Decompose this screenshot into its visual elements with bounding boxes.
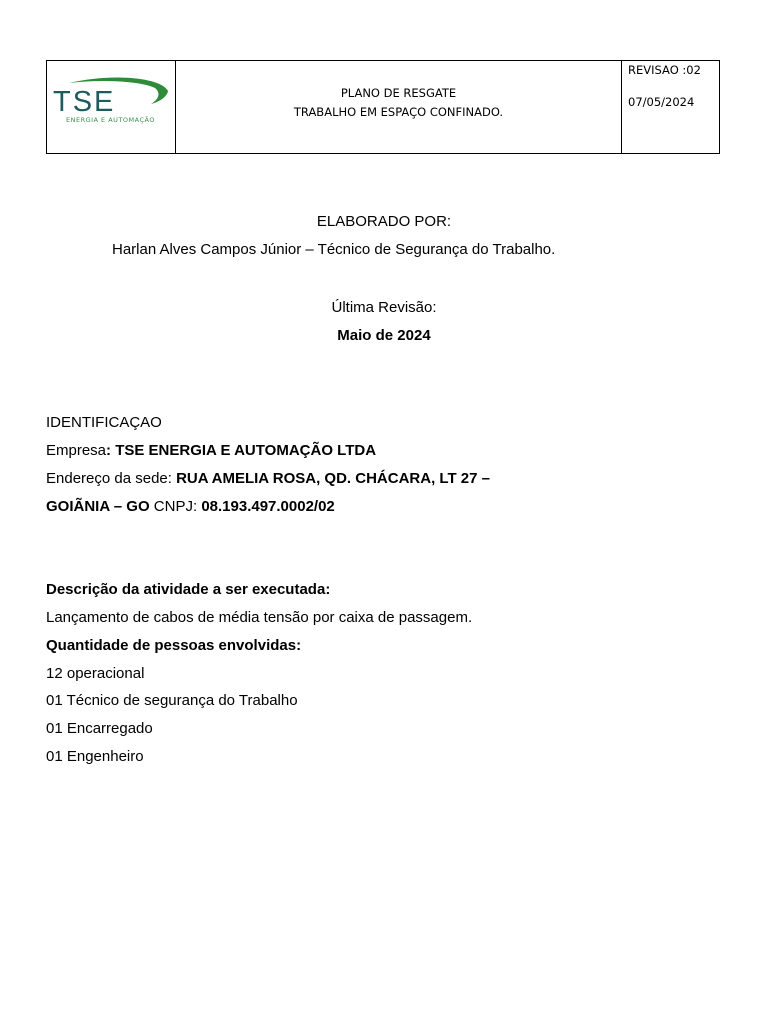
document-header-table — [46, 60, 720, 154]
logo-subtitle: ENERGIA E AUTOMAÇÃO — [66, 116, 155, 124]
last-revision-date: Maio de 2024 — [337, 327, 431, 344]
cnpj-value: 08.193.497.0002/02 — [201, 498, 335, 515]
company-line — [46, 442, 376, 459]
company-label: Empresa — [46, 442, 107, 459]
address-cnpj-line — [46, 498, 335, 515]
people-item: 01 Engenheiro — [46, 748, 144, 765]
people-item: 12 operacional — [46, 665, 145, 682]
document-title-line1: PLANO DE RESGATE — [340, 86, 457, 100]
document-title-cell — [176, 61, 622, 153]
revision-number: REVISAO :02 — [628, 63, 701, 77]
activity-description-label: Descrição da atividade a ser executada: — [46, 581, 331, 598]
revision-date: 07/05/2024 — [628, 95, 695, 109]
revision-cell — [622, 61, 719, 153]
logo-text: TSE — [53, 86, 116, 118]
city-value: GOIÃNIA – GO — [46, 498, 150, 515]
activity-description: Lançamento de cabos de média tensão por caixa de passagem. — [46, 609, 473, 626]
logo-cell — [47, 61, 176, 153]
last-revision-label: Última Revisão: — [331, 299, 437, 316]
address-value: RUA AMELIA ROSA, QD. CHÁCARA, LT 27 – — [176, 470, 490, 487]
people-item: 01 Técnico de segurança do Trabalho — [46, 692, 298, 709]
identification-heading: IDENTIFICAÇAO — [46, 414, 162, 431]
cnpj-label: CNPJ: — [149, 498, 202, 515]
company-name: : TSE ENERGIA E AUTOMAÇÃO LTDA — [106, 442, 377, 459]
elaborated-by-label: ELABORADO POR: — [316, 213, 452, 230]
document-title-line2: TRABALHO EM ESPAÇO CONFINADO. — [293, 105, 504, 119]
address-line — [46, 470, 490, 487]
address-label: Endereço da sede: — [46, 470, 177, 487]
people-item: 01 Encarregado — [46, 720, 153, 737]
author-name: Harlan Alves Campos Júnior – Técnico de Segurança do Trabalho. — [112, 241, 556, 258]
tse-logo — [51, 75, 171, 135]
people-count-label: Quantidade de pessoas envolvidas: — [46, 637, 302, 654]
